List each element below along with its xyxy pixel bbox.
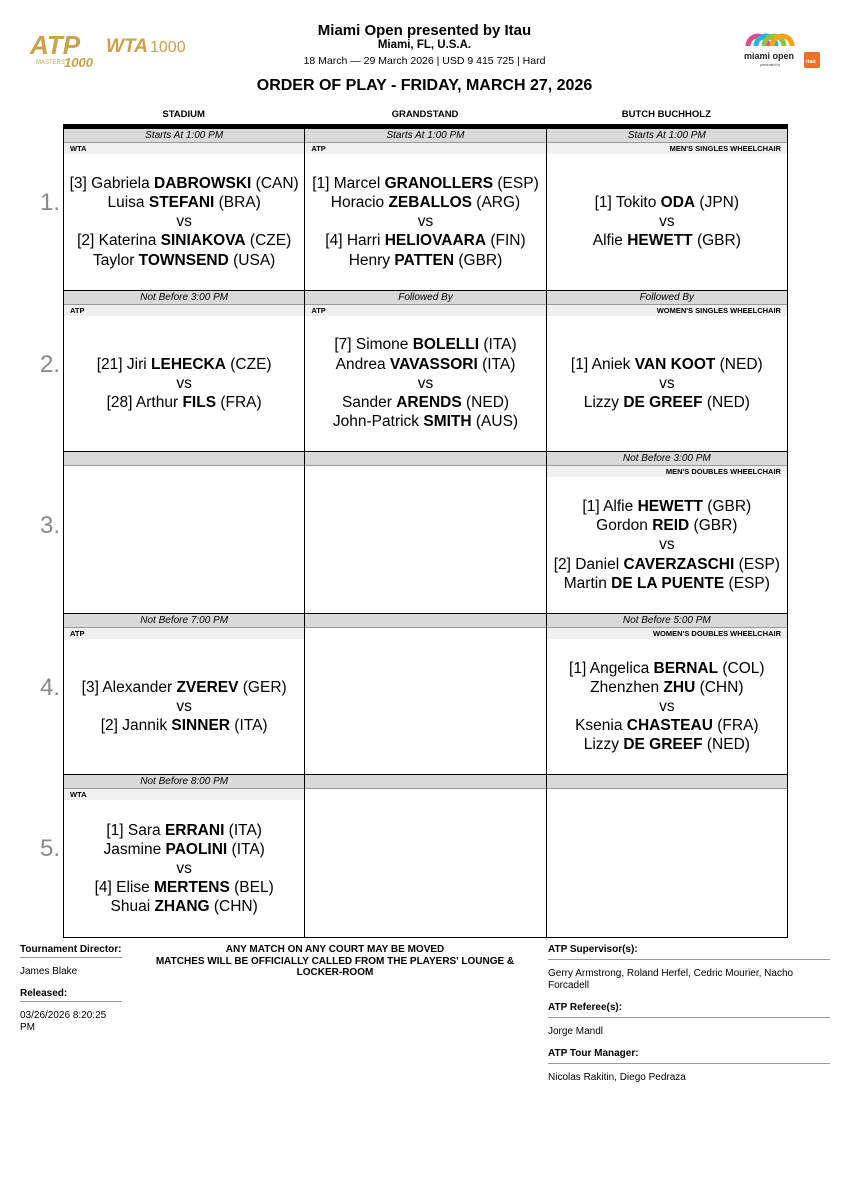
start-time bbox=[305, 452, 545, 466]
player-post: (GBR) bbox=[692, 232, 741, 250]
match-players bbox=[547, 154, 787, 290]
player-line bbox=[77, 231, 291, 250]
player-post: (CZE) bbox=[245, 232, 292, 250]
player-pre: Martin bbox=[563, 574, 612, 592]
miami-open-logo-text: miami open bbox=[744, 51, 795, 61]
versus-label bbox=[659, 374, 675, 393]
player-pre: Luisa bbox=[107, 193, 149, 211]
player-post: (ARG) bbox=[472, 193, 521, 211]
player-pre: [4] Harri bbox=[325, 232, 385, 250]
match-players bbox=[547, 316, 787, 452]
player-pre: Jasmine bbox=[103, 840, 166, 858]
player-pre: vs bbox=[417, 374, 434, 392]
player-surname: ZVEREV bbox=[176, 678, 239, 696]
court-headers bbox=[63, 109, 787, 123]
player-surname: HELIOVAARA bbox=[384, 232, 487, 250]
player-surname: GRANOLLERS bbox=[384, 174, 494, 192]
match-players bbox=[547, 639, 787, 775]
player-post: (NED) bbox=[461, 393, 510, 411]
player-line bbox=[106, 821, 262, 840]
player-line bbox=[82, 678, 287, 697]
notice-line-2: MATCHES WILL BE OFFICIALLY CALLED FROM THE PLAYERS' LOUNGE & LOCKER-ROOM bbox=[155, 955, 515, 978]
player-surname: ODA bbox=[660, 193, 696, 211]
versus-label bbox=[176, 374, 192, 393]
player-pre: [2] Katerina bbox=[77, 232, 161, 250]
match-cell bbox=[547, 291, 787, 452]
director-divider bbox=[20, 957, 122, 958]
match-category bbox=[305, 628, 545, 639]
footer-left bbox=[20, 944, 122, 1044]
versus-label bbox=[176, 697, 192, 716]
player-line bbox=[596, 516, 737, 535]
player-pre: Taylor bbox=[93, 251, 139, 269]
player-line bbox=[331, 193, 520, 212]
player-line bbox=[342, 393, 509, 412]
player-pre: [1] Sara bbox=[106, 821, 165, 839]
start-time: Not Before 3:00 PM bbox=[64, 291, 304, 305]
player-surname: VAVASSORI bbox=[389, 355, 478, 373]
player-surname: SINIAKOVA bbox=[160, 232, 246, 250]
player-pre: [2] Jannik bbox=[100, 717, 172, 735]
player-pre: [3] Alexander bbox=[81, 678, 177, 696]
supervisor-value: Gerry Armstrong, Roland Herfel, Cedric Mourier, Nacho Forcadell bbox=[548, 968, 794, 991]
player-post: (GBR) bbox=[454, 251, 503, 269]
player-pre: [2] Daniel bbox=[553, 555, 624, 573]
start-time bbox=[305, 614, 545, 628]
player-pre: [1] Angelica bbox=[569, 659, 654, 677]
player-surname: REID bbox=[652, 517, 690, 535]
court-header-stadium: STADIUM bbox=[162, 109, 205, 120]
released-label: Released: bbox=[20, 988, 68, 999]
match-players bbox=[305, 316, 545, 452]
player-surname: ZEBALLOS bbox=[388, 193, 472, 211]
player-surname: PATTEN bbox=[394, 251, 455, 269]
start-time: Starts At 1:00 PM bbox=[547, 129, 787, 143]
player-surname: BOLELLI bbox=[412, 336, 480, 354]
match-category: ATP bbox=[64, 305, 304, 316]
player-line bbox=[325, 231, 525, 250]
player-surname: TOWNSEND bbox=[138, 251, 229, 269]
player-post: (ESP) bbox=[734, 555, 780, 573]
player-surname: ERRANI bbox=[164, 821, 225, 839]
player-line bbox=[93, 251, 275, 270]
player-post: (USA) bbox=[228, 251, 276, 269]
player-line bbox=[349, 251, 503, 270]
player-post: (NED) bbox=[702, 736, 750, 754]
versus-label bbox=[176, 859, 192, 878]
match-category: MEN'S DOUBLES WHEELCHAIR bbox=[547, 466, 787, 477]
player-pre: vs bbox=[659, 536, 675, 554]
match-category: ATP bbox=[305, 143, 545, 154]
player-post: (CZE) bbox=[225, 355, 272, 373]
player-post: (NED) bbox=[702, 393, 750, 411]
notice-line-1: ANY MATCH ON ANY COURT MAY BE MOVED bbox=[225, 944, 445, 955]
player-surname: FILS bbox=[182, 393, 217, 411]
schedule-row bbox=[40, 452, 787, 614]
player-pre: [3] Gabriela bbox=[69, 174, 155, 192]
player-surname: CAVERZASCHI bbox=[623, 555, 735, 573]
manager-label: ATP Tour Manager: bbox=[548, 1048, 639, 1059]
match-category: WTA bbox=[64, 789, 304, 800]
player-pre: [7] Simone bbox=[334, 336, 413, 354]
match-cell bbox=[305, 614, 546, 775]
match-players bbox=[305, 154, 545, 290]
supervisor-divider bbox=[548, 959, 830, 960]
versus-label bbox=[659, 697, 675, 716]
player-surname: CHASTEAU bbox=[626, 717, 713, 735]
player-post: (CAN) bbox=[251, 174, 299, 192]
match-category bbox=[547, 789, 787, 800]
match-category: ATP bbox=[305, 305, 545, 316]
player-post: (FIN) bbox=[486, 232, 526, 250]
player-surname: DABROWSKI bbox=[154, 174, 252, 192]
player-line bbox=[584, 735, 750, 754]
player-surname: SINNER bbox=[171, 717, 230, 735]
player-surname: PAOLINI bbox=[165, 840, 228, 858]
director-value: James Blake bbox=[20, 966, 78, 977]
director-label: Tournament Director: bbox=[20, 944, 122, 955]
start-time: Not Before 8:00 PM bbox=[64, 775, 304, 789]
schedule-row bbox=[40, 129, 787, 291]
player-pre: [4] Elise bbox=[94, 879, 155, 897]
match-players bbox=[64, 154, 304, 290]
player-line bbox=[593, 231, 741, 250]
referee-value: Jorge Mandl bbox=[548, 1026, 604, 1037]
player-surname: DE LA PUENTE bbox=[611, 574, 725, 592]
player-post: (JPN) bbox=[695, 193, 740, 211]
match-players bbox=[64, 639, 304, 775]
player-post: (BEL) bbox=[229, 879, 274, 897]
miami-open-logo bbox=[740, 26, 826, 70]
player-pre: [28] Arthur bbox=[106, 393, 183, 411]
order-of-play-title: ORDER OF PLAY - FRIDAY, MARCH 27, 2026 bbox=[256, 77, 593, 94]
schedule-row bbox=[40, 775, 787, 937]
versus-label bbox=[418, 374, 434, 393]
player-post: (BRA) bbox=[214, 193, 261, 211]
player-surname: SMITH bbox=[423, 413, 472, 431]
start-time bbox=[64, 452, 304, 466]
court-header-butch-buchholz: BUTCH BUCHHOLZ bbox=[621, 109, 711, 120]
footer-right bbox=[548, 944, 830, 1094]
player-pre: Alfie bbox=[592, 232, 628, 250]
wta-logo-text: WTA bbox=[106, 36, 148, 57]
player-surname: ZHANG bbox=[154, 898, 210, 916]
row-number: 2. bbox=[40, 350, 61, 378]
versus-label bbox=[659, 212, 675, 231]
start-time: Starts At 1:00 PM bbox=[305, 129, 545, 143]
court-header-grandstand: GRANDSTAND bbox=[391, 109, 459, 120]
player-pre: Ksenia bbox=[575, 717, 627, 735]
player-line bbox=[336, 355, 516, 374]
player-post: (ITA) bbox=[227, 840, 265, 858]
match-category bbox=[64, 466, 304, 477]
masters-logo-text: MASTERS bbox=[36, 60, 66, 66]
player-surname: ARENDS bbox=[396, 393, 462, 411]
player-line bbox=[333, 412, 518, 431]
player-pre: vs bbox=[417, 213, 434, 231]
player-pre: Shuai bbox=[110, 898, 155, 916]
match-players bbox=[64, 316, 304, 452]
match-cell bbox=[64, 614, 305, 775]
player-post: (ITA) bbox=[477, 355, 516, 373]
player-pre: Andrea bbox=[335, 355, 390, 373]
match-cell bbox=[305, 291, 546, 452]
player-surname: BERNAL bbox=[653, 659, 719, 677]
player-pre: [1] Alfie bbox=[582, 497, 638, 515]
match-cell bbox=[547, 775, 787, 937]
match-cell bbox=[305, 775, 546, 937]
referee-label: ATP Referee(s): bbox=[548, 1002, 623, 1013]
player-line bbox=[569, 659, 765, 678]
released-divider bbox=[20, 1001, 122, 1002]
player-surname: MERTENS bbox=[154, 879, 230, 897]
player-pre: [1] Marcel bbox=[312, 174, 385, 192]
player-post: (CHN) bbox=[695, 678, 744, 696]
match-cell bbox=[305, 452, 546, 613]
player-post: (GER) bbox=[238, 678, 287, 696]
row-number: 3. bbox=[40, 512, 61, 540]
match-cell bbox=[64, 291, 305, 452]
player-post: (ITA) bbox=[229, 717, 268, 735]
schedule-row bbox=[40, 291, 787, 453]
player-pre: [21] Jiri bbox=[96, 355, 152, 373]
player-post: (AUS) bbox=[471, 413, 519, 431]
player-line bbox=[101, 716, 268, 735]
match-players bbox=[547, 477, 787, 613]
row-number: 1. bbox=[40, 189, 61, 216]
row-number: 5. bbox=[40, 835, 61, 863]
player-surname: DE GREEF bbox=[623, 393, 703, 411]
player-pre: vs bbox=[176, 213, 192, 231]
player-post: (ESP) bbox=[724, 574, 770, 592]
player-line bbox=[582, 497, 751, 516]
player-line bbox=[95, 878, 274, 897]
player-pre: Zhenzhen bbox=[590, 678, 664, 696]
referee-divider bbox=[548, 1017, 830, 1018]
match-cell bbox=[64, 452, 305, 613]
versus-label bbox=[176, 212, 192, 231]
player-pre: Henry bbox=[348, 251, 395, 269]
start-time: Followed By bbox=[547, 291, 787, 305]
player-pre: [1] Tokito bbox=[594, 193, 661, 211]
itau-logo-text: itaú bbox=[806, 59, 816, 65]
player-surname: ZHU bbox=[663, 678, 696, 696]
start-time: Not Before 7:00 PM bbox=[64, 614, 304, 628]
player-pre: Lizzy bbox=[583, 393, 624, 411]
player-line bbox=[590, 678, 743, 697]
player-post: (FRA) bbox=[216, 393, 262, 411]
player-line bbox=[70, 174, 299, 193]
match-cell bbox=[305, 129, 546, 290]
player-line bbox=[584, 393, 750, 412]
schedule-grid bbox=[40, 129, 788, 938]
match-category bbox=[305, 789, 545, 800]
schedule-row bbox=[40, 614, 787, 776]
manager-divider bbox=[548, 1063, 830, 1064]
start-time: Followed By bbox=[305, 291, 545, 305]
match-category: WOMEN'S DOUBLES WHEELCHAIR bbox=[547, 628, 787, 639]
supervisor-label: ATP Supervisor(s): bbox=[548, 944, 638, 955]
player-post: (ITA) bbox=[479, 336, 517, 354]
start-time: Not Before 5:00 PM bbox=[547, 614, 787, 628]
wta-1000-logo-text: 1000 bbox=[150, 39, 186, 56]
versus-label bbox=[418, 212, 434, 231]
manager-value: Nicolas Rakitin, Diego Pedraza bbox=[548, 1072, 686, 1083]
player-line bbox=[595, 193, 739, 212]
player-pre: Horacio bbox=[330, 193, 389, 211]
atp-logo-text: ATP bbox=[30, 30, 81, 60]
footer-notice bbox=[140, 944, 530, 979]
player-line bbox=[107, 393, 262, 412]
player-post: (FRA) bbox=[712, 717, 759, 735]
player-pre: vs bbox=[176, 697, 192, 715]
player-pre: Gordon bbox=[596, 517, 653, 535]
atp-wta-1000-logo bbox=[30, 28, 186, 70]
match-cell bbox=[547, 129, 787, 290]
start-time bbox=[547, 775, 787, 789]
match-category: WTA bbox=[64, 143, 304, 154]
player-line bbox=[334, 335, 516, 354]
thousand-logo-text: 1000 bbox=[64, 55, 93, 70]
player-line bbox=[571, 355, 763, 374]
start-time: Starts At 1:00 PM bbox=[64, 129, 304, 143]
released-value: 03/26/2026 8:20:25 PM bbox=[20, 1010, 107, 1033]
player-line bbox=[575, 716, 758, 735]
player-pre: [1] Aniek bbox=[570, 355, 635, 373]
player-pre: John-Patrick bbox=[332, 413, 424, 431]
match-category bbox=[305, 466, 545, 477]
player-line bbox=[103, 840, 264, 859]
player-surname: VAN KOOT bbox=[634, 355, 716, 373]
match-category: WOMEN'S SINGLES WHEELCHAIR bbox=[547, 305, 787, 316]
match-cell bbox=[547, 452, 787, 613]
player-pre: vs bbox=[659, 213, 675, 231]
player-line bbox=[564, 574, 770, 593]
player-post: (COL) bbox=[718, 659, 765, 677]
player-surname: LEHECKA bbox=[151, 355, 226, 373]
player-pre: vs bbox=[659, 374, 675, 392]
player-surname: DE GREEF bbox=[623, 736, 703, 754]
match-category: ATP bbox=[64, 628, 304, 639]
player-post: (NED) bbox=[715, 355, 763, 373]
player-post: (ITA) bbox=[224, 821, 262, 839]
presented-by-text: presented by bbox=[760, 63, 781, 67]
player-line bbox=[554, 555, 780, 574]
player-pre: vs bbox=[176, 374, 192, 392]
row-number: 4. bbox=[40, 673, 61, 701]
versus-label bbox=[659, 535, 675, 554]
match-players bbox=[64, 800, 304, 937]
player-post: (ESP) bbox=[493, 174, 539, 192]
player-post: (GBR) bbox=[689, 517, 738, 535]
start-time: Not Before 3:00 PM bbox=[547, 452, 787, 466]
match-cell bbox=[547, 614, 787, 775]
player-surname: HEWETT bbox=[627, 232, 693, 250]
player-line bbox=[111, 897, 258, 916]
player-line bbox=[97, 355, 272, 374]
player-pre: Sander bbox=[341, 393, 397, 411]
player-surname: STEFANI bbox=[148, 193, 215, 211]
player-pre: Lizzy bbox=[583, 736, 624, 754]
start-time bbox=[305, 775, 545, 789]
player-line bbox=[312, 174, 539, 193]
match-cell bbox=[64, 129, 305, 290]
player-line bbox=[108, 193, 261, 212]
player-pre: vs bbox=[659, 697, 675, 715]
match-cell bbox=[64, 775, 305, 937]
tournament-info: 18 March — 29 March 2026 | USD 9 415 725 | Hard bbox=[303, 55, 546, 67]
tournament-location: Miami, FL, U.S.A. bbox=[377, 39, 472, 51]
player-surname: HEWETT bbox=[637, 497, 703, 515]
match-category: MEN'S SINGLES WHEELCHAIR bbox=[547, 143, 787, 154]
tournament-title: Miami Open presented by Itau bbox=[317, 22, 532, 39]
player-post: (CHN) bbox=[209, 898, 258, 916]
player-post: (GBR) bbox=[703, 497, 752, 515]
player-pre: vs bbox=[176, 860, 192, 878]
